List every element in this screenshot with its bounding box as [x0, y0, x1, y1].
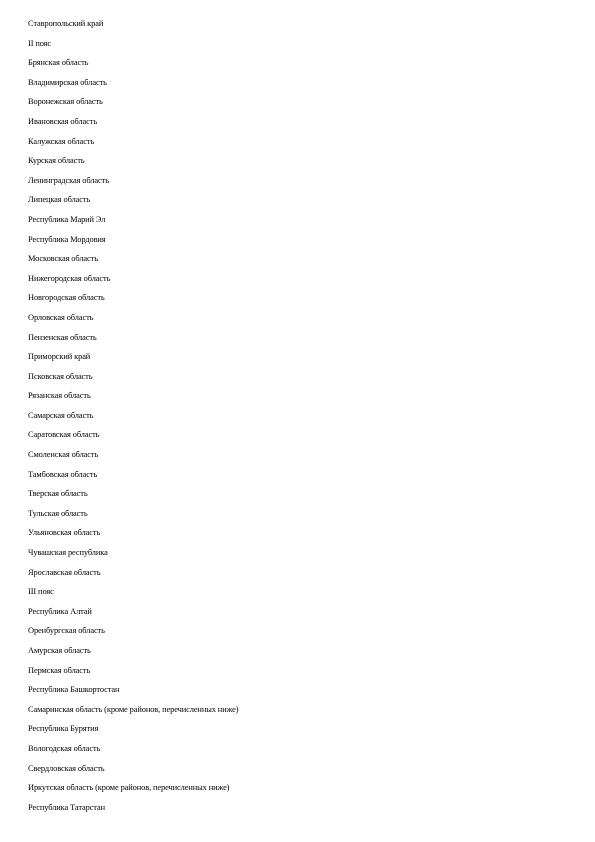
region-line: Республика Татарстан: [28, 802, 105, 812]
belt-heading: III пояс: [28, 587, 54, 597]
region-line: Республика Мордовия: [28, 234, 106, 244]
region-line: Псковская область: [28, 371, 93, 381]
region-line: Саратовская область: [28, 430, 100, 440]
region-line: Самарская область: [28, 410, 94, 420]
region-line: Тульская область: [28, 508, 88, 518]
region-line: Республика Марий Эл: [28, 214, 106, 224]
region-line: Ленинградская область: [28, 175, 109, 185]
region-line: Ставропольский край: [28, 19, 104, 28]
region-line: Республика Бурятия: [28, 724, 99, 734]
region-line: Вологодская область: [28, 743, 101, 753]
region-line: Курская область: [28, 156, 85, 166]
region-list: [28, 17, 238, 820]
region-line: Ульяновская область: [28, 528, 101, 538]
region-line: Брянская область: [28, 58, 89, 68]
region-line: Пермская область: [28, 665, 91, 675]
region-line: Республика Башкортостан: [28, 685, 120, 695]
region-line: Московская область: [28, 254, 98, 264]
region-line: Смоленская область: [28, 450, 99, 460]
belt-heading: II пояс: [28, 38, 52, 48]
region-line: Новгородская область: [28, 293, 105, 303]
region-line: Пензенская область: [28, 332, 97, 342]
region-line: Республика Алтай: [28, 606, 92, 616]
region-line: Нижегородская область: [28, 273, 111, 283]
region-line: Орловская область: [28, 312, 94, 322]
region-line: Тамбовская область: [28, 469, 98, 479]
region-line: Рязанская область: [28, 391, 91, 401]
region-line: Владимирская область: [28, 77, 107, 87]
region-line: Калужская область: [28, 136, 95, 146]
region-line: Амурская область: [28, 646, 91, 655]
region-line: Воронежская область: [28, 97, 103, 107]
region-line: Тверская область: [28, 489, 88, 499]
region-line: Оренбургская область: [28, 626, 105, 636]
region-line: Самаринская область (кроме районов, перечисленных ниже): [28, 704, 239, 714]
region-line: Липецкая область: [28, 195, 91, 205]
region-line: Приморский край: [28, 352, 91, 362]
region-line: Ивановская область: [28, 116, 98, 126]
region-line: Ярославская область: [28, 567, 101, 577]
region-line: Свердловская область: [28, 763, 105, 773]
region-line: Чувашская республика: [28, 548, 108, 558]
region-line: Иркутская область (кроме районов, перечисленных ниже): [28, 783, 230, 793]
